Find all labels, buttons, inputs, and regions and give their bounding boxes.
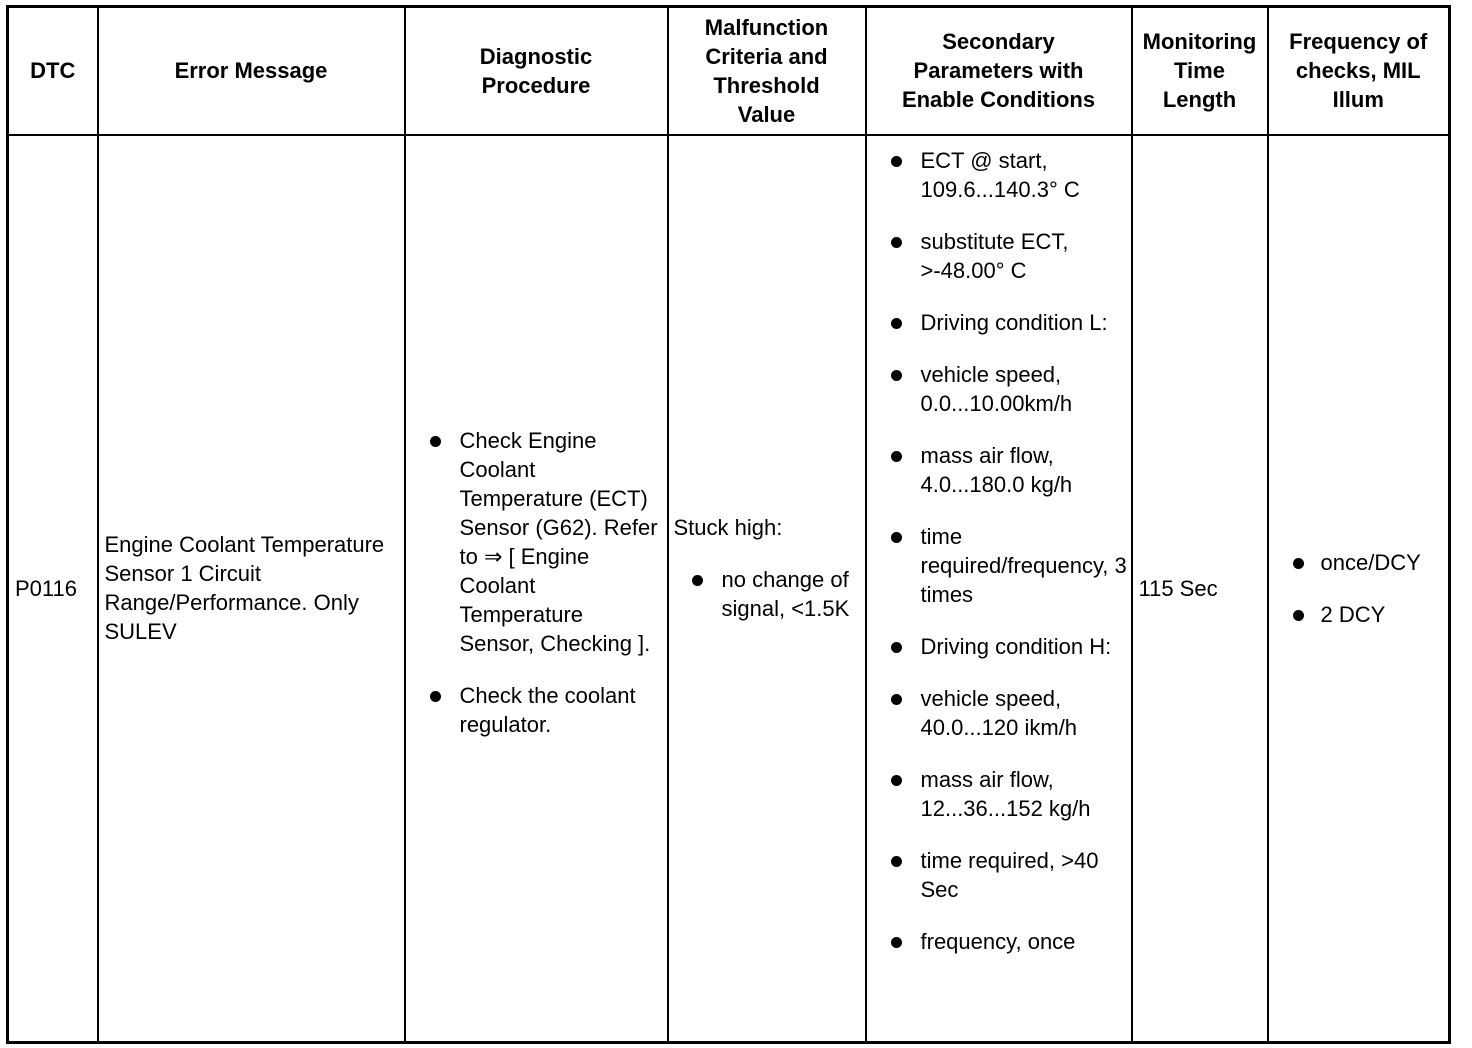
list-item — [873, 684, 1129, 742]
list-item — [873, 441, 1129, 499]
header-row — [8, 7, 1450, 135]
list-item — [873, 846, 1129, 904]
list-item-text: vehicle speed, 40.0...120 ikm/h — [920, 685, 1078, 740]
list-item — [873, 308, 1129, 337]
header-frequency: Frequency of checks, MIL Illum — [1268, 7, 1450, 135]
bullet-icon — [1293, 558, 1304, 569]
cell-secondary-parameters — [866, 135, 1132, 1043]
list-item — [873, 522, 1129, 609]
bullet-icon — [1293, 610, 1304, 621]
list-item — [1275, 548, 1443, 577]
header-secondary-parameters: Secondary Parameters with Enable Conditions — [866, 7, 1132, 135]
list-item-text: 2 DCY — [1320, 601, 1386, 627]
secondary-parameters-list — [873, 146, 1129, 956]
list-item-text: time required, >40 Sec — [920, 847, 1099, 902]
bullet-icon — [891, 451, 902, 462]
bullet-icon — [891, 937, 902, 948]
cell-error-message: Engine Coolant Temperature Sensor 1 Circuit Range/Performance. Only SULEV — [98, 135, 405, 1043]
list-item — [873, 632, 1129, 661]
header-malfunction-criteria: Malfunction Criteria and Threshold Value — [668, 7, 866, 135]
list-item — [873, 360, 1129, 418]
list-item-text: Driving condition L: — [920, 309, 1108, 335]
list-item-text: vehicle speed, 0.0...10.00km/h — [920, 361, 1073, 416]
dtc-table — [6, 5, 1451, 1044]
bullet-icon — [891, 156, 902, 167]
list-item-text: mass air flow, 4.0...180.0 kg/h — [920, 442, 1073, 497]
table-row — [8, 135, 1450, 1043]
list-item — [873, 927, 1129, 956]
header-diagnostic-procedure: Diagnostic Procedure — [405, 7, 668, 135]
list-item-text: no change of signal, <1.5K — [721, 567, 850, 622]
list-item — [1275, 600, 1443, 629]
bullet-icon — [692, 575, 703, 586]
bullet-icon — [430, 436, 441, 447]
list-item — [873, 146, 1129, 204]
list-item — [873, 227, 1129, 285]
cell-malfunction-criteria — [668, 135, 866, 1043]
list-item — [412, 426, 663, 658]
list-item-text: Check the coolant regulator. — [459, 682, 636, 737]
diagnostic-procedure-list — [412, 426, 663, 739]
header-monitoring-time: Monitoring Time Length — [1132, 7, 1268, 135]
criteria-list — [674, 565, 861, 623]
bullet-icon — [891, 318, 902, 329]
list-item-text: once/DCY — [1320, 549, 1421, 575]
bullet-icon — [891, 775, 902, 786]
bullet-icon — [891, 370, 902, 381]
frequency-list — [1275, 548, 1443, 629]
list-item-text: Check Engine Coolant Temperature (ECT) Sensor (G62). Refer to ⇒ [ Engine Coolant Temperature Sensor, Checking ]. — [459, 427, 658, 656]
cell-frequency — [1268, 135, 1450, 1043]
header-error-message: Error Message — [98, 7, 405, 135]
cell-dtc: P0116 — [8, 135, 98, 1043]
list-item — [412, 681, 663, 739]
bullet-icon — [430, 691, 441, 702]
bullet-icon — [891, 694, 902, 705]
bullet-icon — [891, 642, 902, 653]
bullet-icon — [891, 856, 902, 867]
list-item-text: frequency, once — [920, 928, 1076, 954]
dtc-document — [6, 5, 1451, 1044]
list-item-text: substitute ECT, >-48.00° C — [920, 228, 1069, 283]
criteria-lead: Stuck high: — [673, 515, 783, 541]
list-item-text: Driving condition H: — [920, 633, 1112, 659]
bullet-icon — [891, 532, 902, 543]
cell-monitoring-time: 115 Sec — [1132, 135, 1268, 1043]
bullet-icon — [891, 237, 902, 248]
list-item — [674, 565, 861, 623]
list-item — [873, 765, 1129, 823]
cell-diagnostic-procedure — [405, 135, 668, 1043]
list-item-text: ECT @ start, 109.6...140.3° C — [920, 147, 1080, 202]
list-item-text: mass air flow, 12...36...152 kg/h — [920, 766, 1091, 821]
list-item-text: time required/frequency, 3 times — [920, 523, 1127, 607]
header-dtc: DTC — [8, 7, 98, 135]
